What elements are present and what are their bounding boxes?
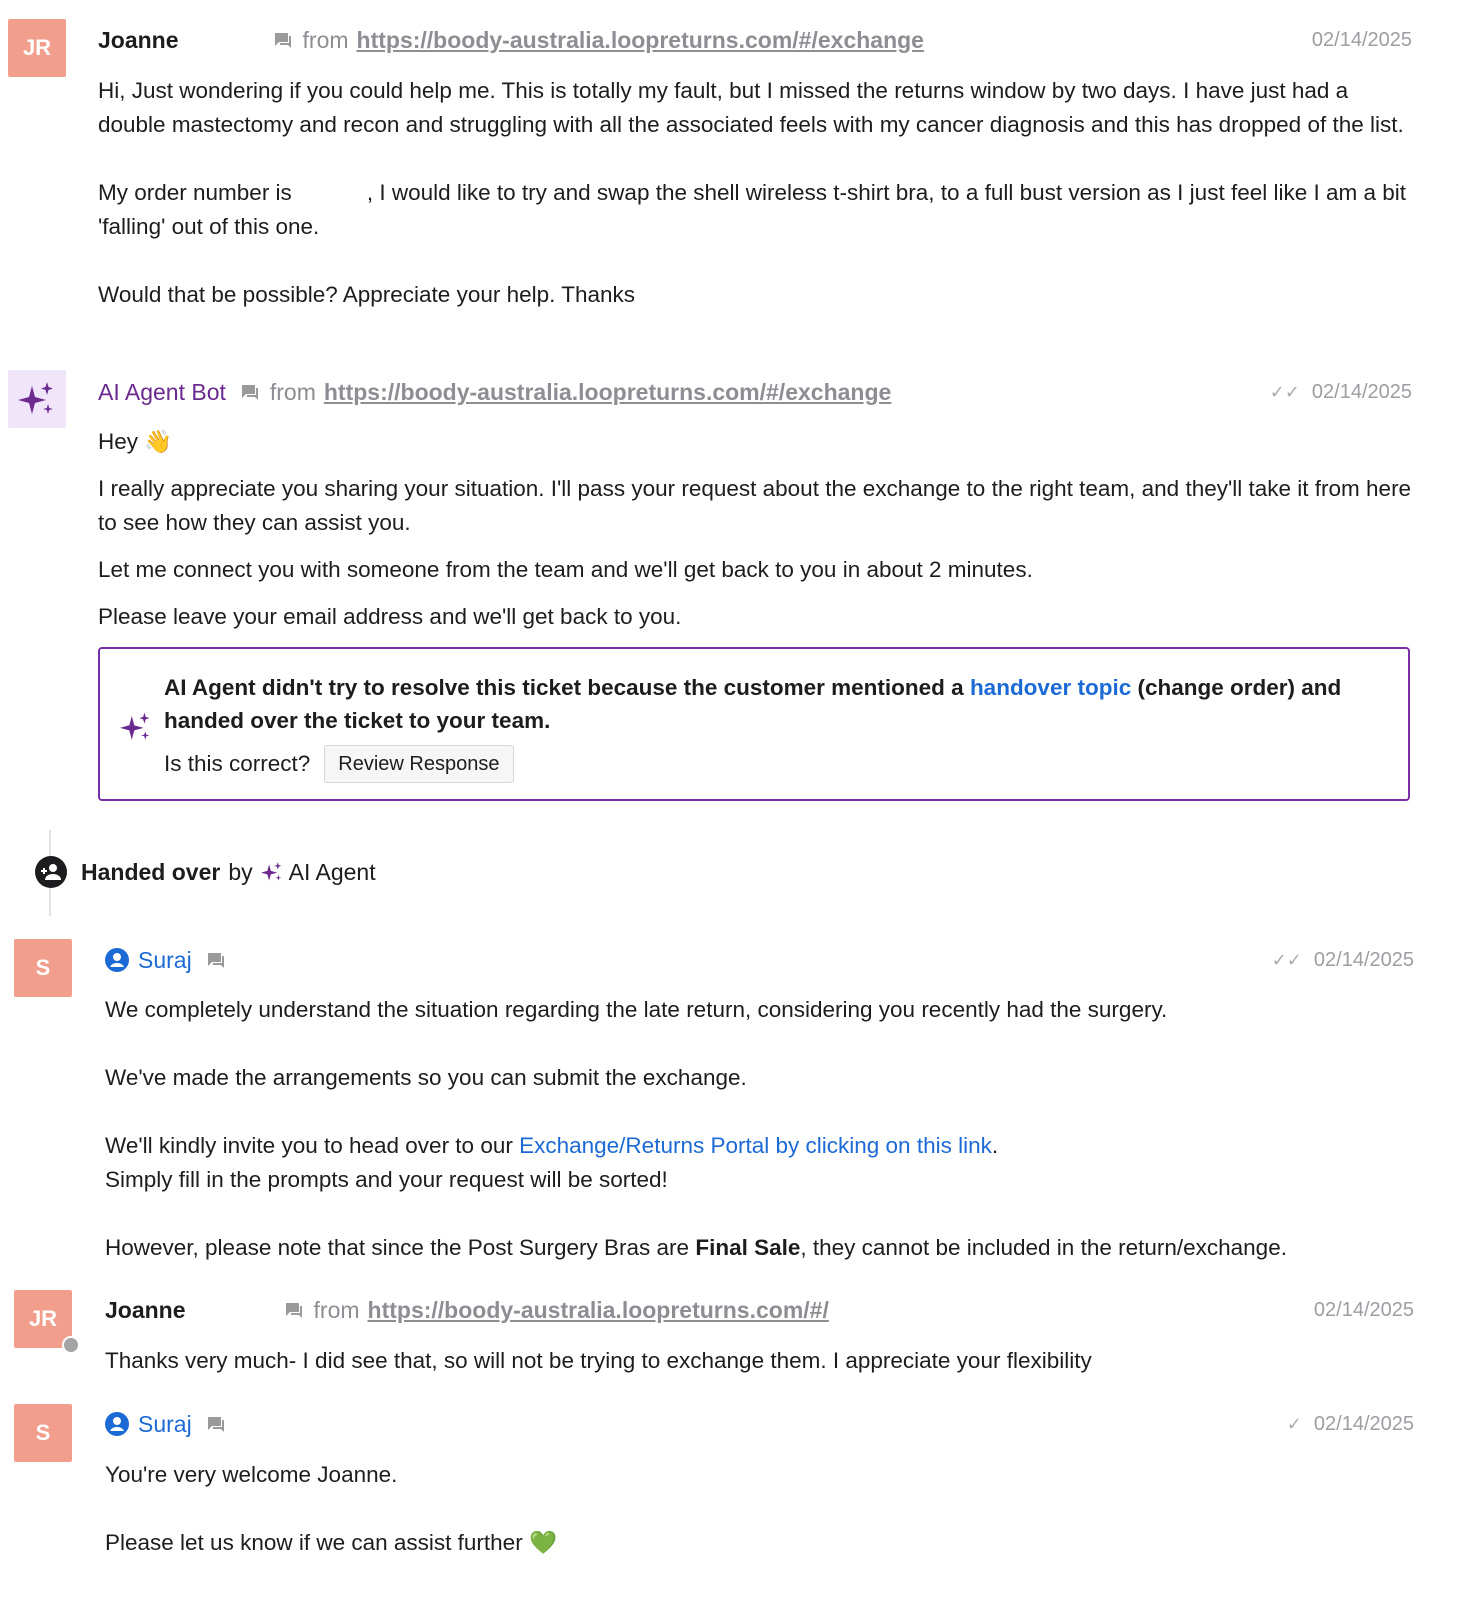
message-body <box>105 1344 1415 1378</box>
message-paragraph: Please let us know if we can assist further 💚 <box>105 1530 557 1555</box>
handover-topic-link[interactable]: handover topic <box>969 675 1132 700</box>
event-by: by <box>228 858 253 885</box>
message-header <box>105 1295 829 1325</box>
message-paragraph: We completely understand the situation regarding the late return, considering you recently had the surgery. <box>105 997 1168 1022</box>
avatar-joanne[interactable]: JR <box>8 19 66 77</box>
message-body <box>105 1458 1415 1560</box>
author-name[interactable]: Suraj <box>138 946 192 973</box>
presence-indicator <box>62 1336 80 1354</box>
person-handover-icon <box>35 856 67 888</box>
user-icon <box>105 948 129 972</box>
author-name[interactable]: Joanne <box>98 26 179 53</box>
message-date: ✓ 02/14/2025 <box>1286 1412 1414 1435</box>
message-date: ✓✓ 02/14/2025 <box>1269 380 1412 403</box>
message-paragraph: Thanks very much- I did see that, so will not be trying to exchange them. I appreciate your flexibility <box>105 1348 1092 1373</box>
chat-icon <box>206 1415 226 1433</box>
message-header <box>98 377 891 407</box>
message-body <box>98 425 1418 634</box>
message-paragraph: Let me connect you with someone from the team and we'll get back to you in about 2 minutes. <box>98 557 1033 582</box>
message-paragraph: My order number is , I would like to try and swap the shell wireless t-shirt bra, to a full bust version as I just feel like I am a bit 'falling' out of this one. <box>98 180 1413 239</box>
source-url-link[interactable]: https://boody-australia.loopreturns.com/#/exchange <box>323 378 892 405</box>
double-check-icon: ✓✓ <box>1271 949 1302 970</box>
message-date: 02/14/2025 <box>1311 28 1412 51</box>
sparkle-icon <box>120 711 152 743</box>
chat-icon <box>284 1301 304 1319</box>
source-url-link[interactable]: https://boody-australia.loopreturns.com/#/ <box>367 1296 829 1323</box>
review-response-button[interactable]: Review Response <box>324 745 513 783</box>
avatar-joanne[interactable]: JR <box>14 1290 72 1348</box>
check-icon: ✓ <box>1286 1413 1302 1434</box>
message-body <box>98 74 1418 312</box>
message-paragraph: Simply fill in the prompts and your request will be sorted! <box>105 1167 668 1192</box>
author-name[interactable]: Suraj <box>138 1410 192 1437</box>
message-paragraph: Would that be possible? Appreciate your help. Thanks <box>98 282 636 307</box>
message-paragraph: Please leave your email address and we'll get back to you. <box>98 604 682 629</box>
chat-icon <box>240 383 260 401</box>
from-label: from <box>269 378 316 405</box>
ai-handover-card <box>98 647 1410 801</box>
sparkle-icon <box>261 861 283 883</box>
sparkle-icon <box>18 380 56 418</box>
source-url-link[interactable]: https://boody-australia.loopreturns.com/#/exchange <box>356 26 924 53</box>
portal-link[interactable]: Exchange/Returns Portal by clicking on this link <box>519 1133 992 1158</box>
event-agent[interactable]: AI Agent <box>288 858 376 885</box>
message-paragraph: However, please note that since the Post Surgery Bras are Final Sale, they cannot be included in the return/exchange. <box>105 1235 1287 1260</box>
avatar-suraj[interactable]: S <box>14 1404 72 1462</box>
event-bold: Handed over <box>81 858 221 885</box>
chat-icon <box>273 31 293 49</box>
avatar-suraj[interactable]: S <box>14 939 72 997</box>
handover-event <box>35 856 376 888</box>
message-paragraph: We'll kindly invite you to head over to our Exchange/Returns Portal by clicking on this link. <box>105 1133 999 1158</box>
message-paragraph: We've made the arrangements so you can submit the exchange. <box>105 1065 747 1090</box>
message-header <box>105 945 236 975</box>
from-label: from <box>302 26 349 53</box>
message-paragraph: I really appreciate you sharing your situation. I'll pass your request about the exchange to the right team, and they'll take it from here to see how they can assist you. <box>98 476 1412 535</box>
message-header <box>98 25 924 55</box>
message-body <box>105 993 1415 1265</box>
avatar-ai-agent[interactable] <box>8 370 66 428</box>
card-text: AI Agent didn't try to resolve this ticket because the customer mentioned a handover topic (change order) and handed over the ticket to your team. <box>164 675 1342 733</box>
author-name[interactable]: AI Agent Bot <box>98 378 226 405</box>
chat-icon <box>206 951 226 969</box>
message-date: 02/14/2025 <box>1313 1298 1414 1321</box>
user-icon <box>105 1412 129 1436</box>
message-header <box>105 1409 236 1439</box>
author-name[interactable]: Joanne <box>105 1296 186 1323</box>
message-date: ✓✓ 02/14/2025 <box>1271 948 1414 971</box>
double-check-icon: ✓✓ <box>1269 381 1300 402</box>
from-label: from <box>313 1296 360 1323</box>
message-paragraph: You're very welcome Joanne. <box>105 1462 398 1487</box>
message-paragraph: Hi, Just wondering if you could help me. This is totally my fault, but I missed the returns window by two days. I have just had a double mastectomy and recon and struggling with all the associated feels with my cancer diagnosis and this has dropped of the list. <box>98 78 1404 137</box>
card-question: Is this correct? <box>164 751 311 776</box>
greeting: Hey 👋 <box>98 429 173 454</box>
